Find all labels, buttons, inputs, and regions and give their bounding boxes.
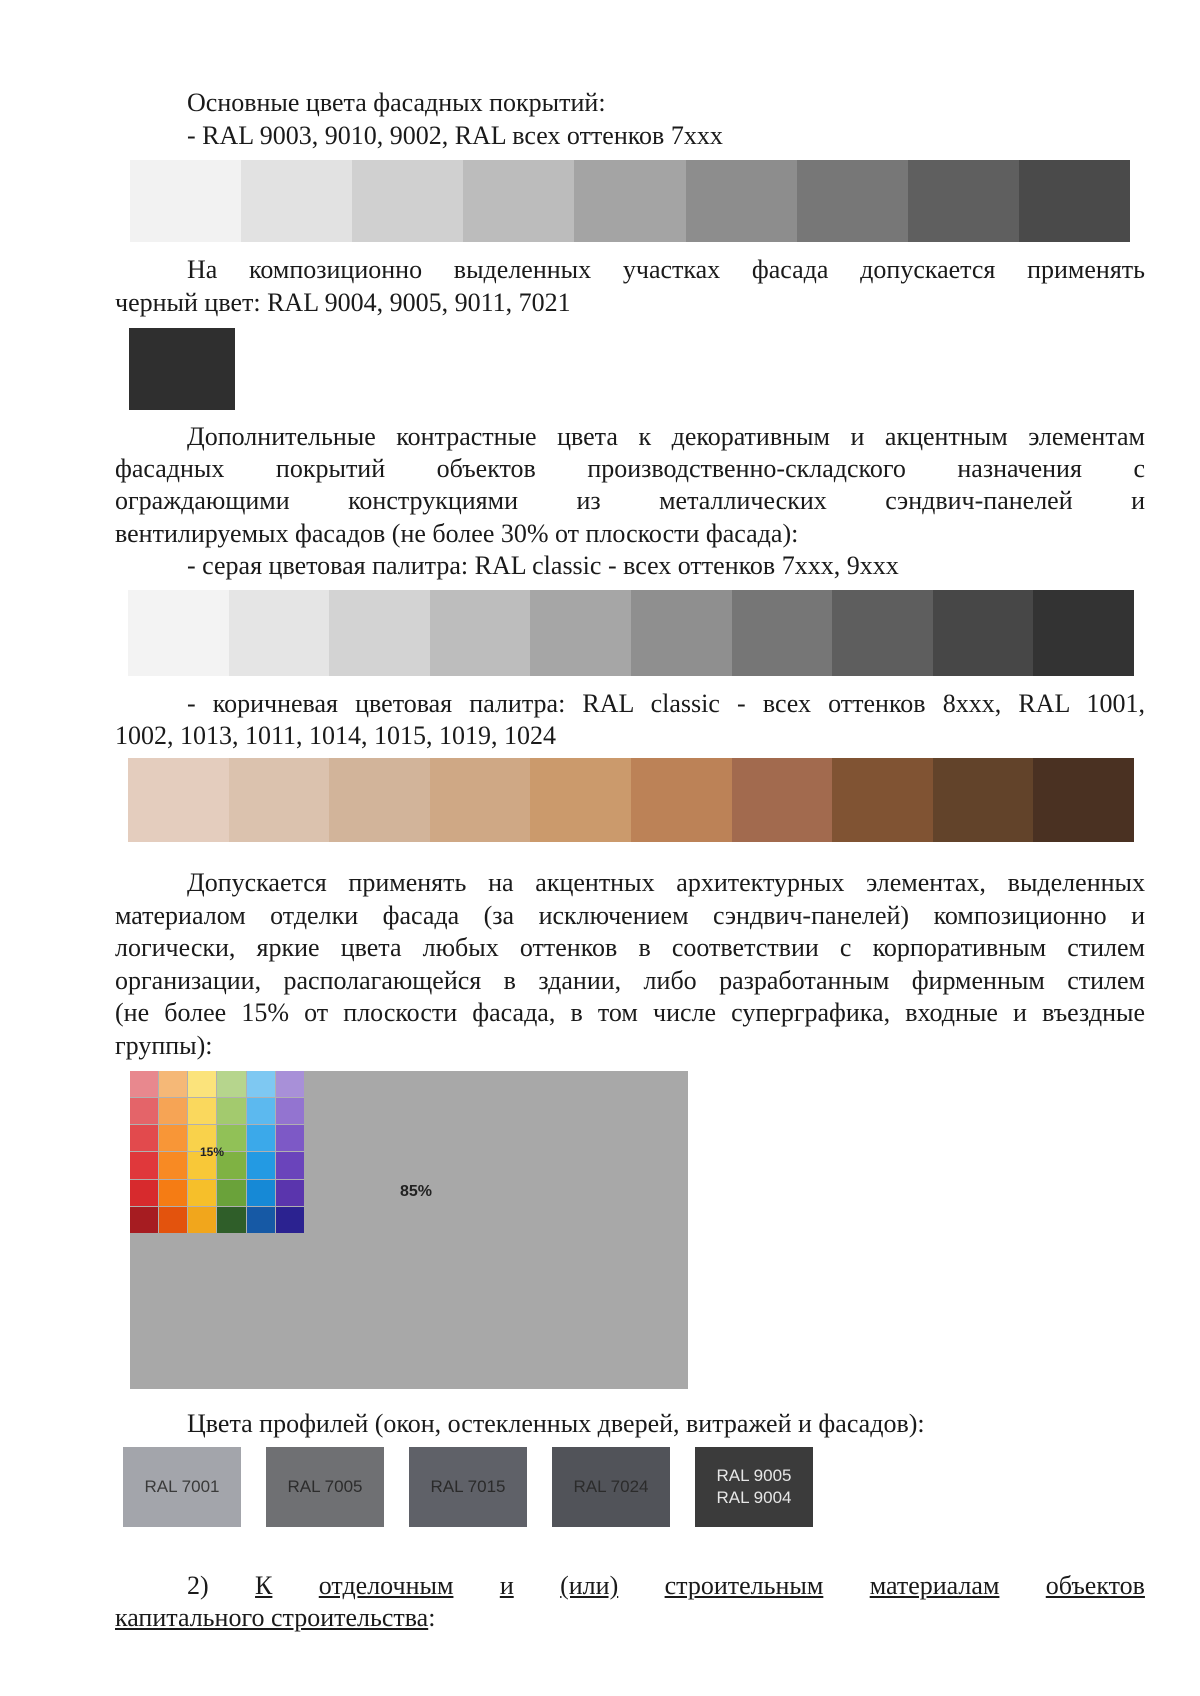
grey-palette-swatch-strip bbox=[128, 590, 1134, 676]
brown-color-swatch-3 bbox=[329, 758, 430, 842]
heading-colon: : bbox=[428, 1603, 436, 1632]
bright-color-cell bbox=[159, 1152, 187, 1178]
bright-color-cell bbox=[276, 1071, 304, 1097]
bright-color-cell bbox=[217, 1098, 245, 1124]
grey-color-swatch-9 bbox=[933, 590, 1034, 676]
bright-color-cell bbox=[276, 1098, 304, 1124]
bright-color-cell bbox=[188, 1207, 216, 1233]
bright-color-cell bbox=[130, 1207, 158, 1233]
profile-color-swatch bbox=[409, 1447, 527, 1527]
profile-color-swatch bbox=[552, 1447, 670, 1527]
bright-color-cell bbox=[247, 1098, 275, 1124]
bright-color-cell bbox=[247, 1207, 275, 1233]
bright-color-cell bbox=[130, 1180, 158, 1206]
main-color-swatch-1 bbox=[130, 160, 241, 242]
bright-color-cell bbox=[247, 1180, 275, 1206]
heading-word: (или) bbox=[560, 1571, 619, 1600]
brown-color-swatch-4 bbox=[430, 758, 531, 842]
bright-color-cell bbox=[159, 1125, 187, 1151]
bright-color-cell bbox=[130, 1125, 158, 1151]
bright-color-cell bbox=[130, 1152, 158, 1178]
grey-color-swatch-10 bbox=[1033, 590, 1134, 676]
bright-color-cell bbox=[217, 1207, 245, 1233]
profile-color-label: RAL 7015 bbox=[430, 1477, 506, 1496]
grey-palette-item: - серая цветовая палитра: RAL classic - всех оттенков 7xxx, 9xxx bbox=[187, 551, 899, 580]
main-color-swatch-3 bbox=[352, 160, 463, 242]
section-heading-main-colors: Основные цвета фасадных покрытий: bbox=[187, 88, 606, 117]
profile-color-label: RAL 7001 bbox=[144, 1477, 220, 1496]
bright-color-cell bbox=[188, 1098, 216, 1124]
brown-color-swatch-8 bbox=[832, 758, 933, 842]
contrast-colors-line-4: вентилируемых фасадов (не более 30% от плоскости фасада): bbox=[115, 519, 799, 548]
profile-colors-heading: Цвета профилей (окон, остекленных дверей, витражей и фасадов): bbox=[187, 1409, 925, 1438]
brown-color-swatch-1 bbox=[128, 758, 229, 842]
main-colors-swatch-strip bbox=[130, 160, 1130, 242]
main-color-swatch-5 bbox=[574, 160, 685, 242]
main-color-swatch-7 bbox=[797, 160, 908, 242]
contrast-colors-line-2: фасадных покрытий объектов производственно-складского назначения с bbox=[115, 454, 1145, 483]
bright-color-cell bbox=[276, 1125, 304, 1151]
bright-color-cell bbox=[247, 1071, 275, 1097]
bright-color-cell bbox=[188, 1071, 216, 1097]
bright-color-cell bbox=[217, 1071, 245, 1097]
grey-color-swatch-5 bbox=[530, 590, 631, 676]
main-color-swatch-2 bbox=[241, 160, 352, 242]
profile-color-swatch bbox=[123, 1447, 241, 1527]
brown-color-swatch-9 bbox=[933, 758, 1034, 842]
black-color-paragraph-line-2: черный цвет: RAL 9004, 9005, 9011, 7021 bbox=[115, 288, 571, 317]
contrast-colors-line-1: Дополнительные контрастные цвета к декоративным и акцентным элементам bbox=[187, 422, 1145, 451]
brown-palette-swatch-strip bbox=[128, 758, 1134, 842]
brown-color-swatch-5 bbox=[530, 758, 631, 842]
profile-color-label: RAL 7005 bbox=[287, 1477, 363, 1496]
contrast-colors-line-3: ограждающими конструкциями из металлических сэндвич-панелей и bbox=[115, 486, 1145, 515]
bright-colors-line-6: группы): bbox=[115, 1031, 213, 1060]
facade-proportion-diagram bbox=[130, 1071, 688, 1389]
brown-color-swatch-7 bbox=[732, 758, 833, 842]
bright-colors-line-3: логически, яркие цвета любых оттенков в соответствии с корпоративным стилем bbox=[115, 933, 1145, 962]
profile-color-label: RAL 7024 bbox=[573, 1477, 649, 1496]
grey-color-swatch-6 bbox=[631, 590, 732, 676]
black-color-swatch bbox=[129, 328, 235, 410]
materials-heading-line-1 bbox=[187, 1570, 1145, 1602]
grey-color-swatch-4 bbox=[430, 590, 531, 676]
bright-color-cell bbox=[276, 1180, 304, 1206]
large-area-label: 85% bbox=[400, 1183, 433, 1200]
black-color-paragraph-line-1: На композиционно выделенных участках фасада допускается применять bbox=[187, 255, 1145, 284]
brown-color-swatch-2 bbox=[229, 758, 330, 842]
brown-palette-item-line-2: 1002, 1013, 1011, 1014, 1015, 1019, 1024 bbox=[115, 721, 557, 750]
item-number: 2) bbox=[187, 1571, 209, 1600]
bright-color-cell bbox=[159, 1180, 187, 1206]
materials-heading-line-2 bbox=[115, 1602, 1145, 1634]
small-area-label: 15% bbox=[200, 1145, 225, 1159]
bright-color-cell bbox=[276, 1207, 304, 1233]
bright-color-cell bbox=[130, 1098, 158, 1124]
bright-colors-line-5: (не более 15% от плоскости фасада, в том числе суперграфика, входные и въездные bbox=[115, 998, 1145, 1027]
heading-underlined-text: капитального строительства bbox=[115, 1603, 429, 1632]
main-color-swatch-8 bbox=[908, 160, 1019, 242]
grey-color-swatch-7 bbox=[732, 590, 833, 676]
grey-color-swatch-1 bbox=[128, 590, 229, 676]
main-color-swatch-9 bbox=[1019, 160, 1130, 242]
main-color-swatch-4 bbox=[463, 160, 574, 242]
heading-word: К bbox=[255, 1571, 273, 1600]
bright-color-cell bbox=[276, 1152, 304, 1178]
bright-color-cell bbox=[159, 1071, 187, 1097]
heading-word: отделочным bbox=[318, 1571, 454, 1600]
bright-colors-line-1: Допускается применять на акцентных архитектурных элементах, выделенных bbox=[187, 868, 1145, 897]
heading-word: и bbox=[499, 1571, 514, 1600]
bright-color-cell bbox=[247, 1125, 275, 1151]
main-colors-list-item: - RAL 9003, 9010, 9002, RAL всех оттенков 7xxx bbox=[187, 121, 723, 150]
profile-color-label: RAL 9004 bbox=[716, 1488, 792, 1507]
brown-color-swatch-6 bbox=[631, 758, 732, 842]
grey-color-swatch-3 bbox=[329, 590, 430, 676]
grey-color-swatch-2 bbox=[229, 590, 330, 676]
profile-color-swatch bbox=[266, 1447, 384, 1527]
bright-color-cell bbox=[217, 1180, 245, 1206]
bright-color-cell bbox=[130, 1071, 158, 1097]
profile-color-label: RAL 9005 bbox=[716, 1466, 792, 1485]
heading-word: строительным bbox=[664, 1571, 824, 1600]
bright-color-cell bbox=[159, 1098, 187, 1124]
brown-color-swatch-10 bbox=[1033, 758, 1134, 842]
main-color-swatch-6 bbox=[686, 160, 797, 242]
heading-word: объектов bbox=[1045, 1571, 1145, 1600]
grey-color-swatch-8 bbox=[832, 590, 933, 676]
bright-colors-line-2: материалом отделки фасада (за исключением сэндвич-панелей) композиционно и bbox=[115, 901, 1145, 930]
heading-word: материалам bbox=[869, 1571, 1000, 1600]
bright-color-cell bbox=[159, 1207, 187, 1233]
bright-colors-line-4: организации, располагающейся в здании, либо разработанным фирменным стилем bbox=[115, 966, 1145, 995]
brown-palette-item-line-1: - коричневая цветовая палитра: RAL classic - всех оттенков 8xxx, RAL 1001, bbox=[187, 689, 1145, 718]
bright-color-cell bbox=[188, 1180, 216, 1206]
profile-color-swatch bbox=[695, 1447, 813, 1527]
bright-color-cell bbox=[247, 1152, 275, 1178]
